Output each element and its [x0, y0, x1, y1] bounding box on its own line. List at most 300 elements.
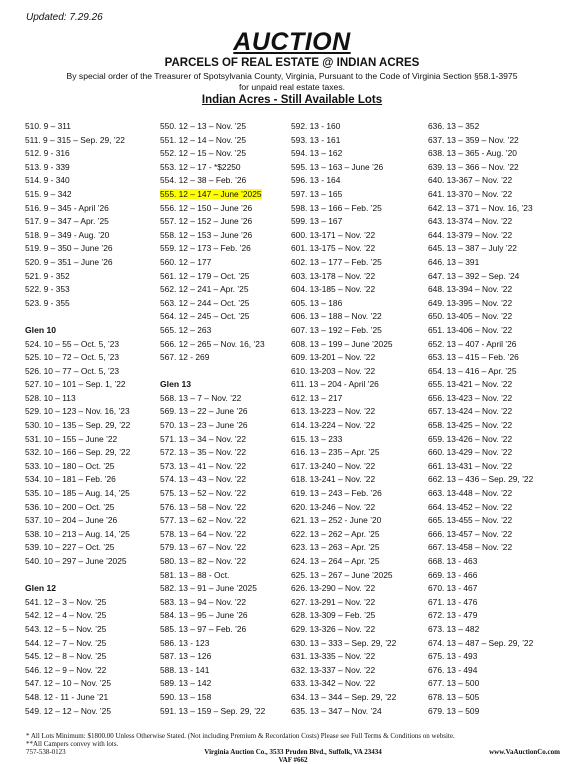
lot-item — [25, 270, 130, 284]
lot-item — [291, 188, 396, 202]
lot-item — [291, 134, 396, 148]
lot-item-text: 674. 13 – 487 – Sep. 29, ’22 — [428, 637, 534, 648]
lot-item — [428, 147, 533, 161]
lot-item — [25, 677, 130, 691]
lot-item — [160, 623, 265, 637]
lot-item-text: 637. 13 – 359 – Nov. ’22 — [428, 134, 519, 145]
lot-item — [428, 270, 533, 284]
lot-item-text: 566. 12 – 265 – Nov. 16, ’23 — [160, 338, 265, 349]
lot-item — [25, 473, 130, 487]
lot-item — [291, 378, 396, 392]
lot-item — [160, 460, 265, 474]
lot-item-text: 529. 10 – 123 – Nov. 16, ’23 — [25, 406, 130, 417]
lot-item — [25, 637, 130, 651]
lot-item — [428, 392, 533, 406]
lot-item — [160, 555, 265, 569]
lot-item — [160, 446, 265, 460]
lot-item-text: 629. 13-326 – Nov. ’22 — [291, 623, 376, 634]
lot-item — [25, 405, 130, 419]
lot-item-text: 607. 13 – 192 – Feb. ’25 — [291, 324, 382, 335]
lot-item — [291, 310, 396, 324]
lot-item-text: 670. 13 - 467 — [428, 583, 478, 594]
lot-item-text: 624. 13 – 264 – Apr. ’25 — [291, 556, 380, 566]
lot-item — [428, 134, 533, 148]
lot-item-text: 604. 13-185 – Nov. ’22 — [291, 284, 376, 295]
page-title: AUCTION — [233, 28, 351, 56]
lot-item-text: 635. 13 – 347 – Nov. ’24 — [291, 705, 382, 716]
lot-item — [428, 528, 533, 542]
lot-item — [160, 705, 265, 719]
lot-item-text: 589. 13 – 142 — [160, 678, 212, 689]
lot-item-text: 575. 13 – 52 – Nov. ’22 — [160, 488, 246, 499]
lot-item-text: 625. 13 – 267 – June ’2025 — [291, 569, 393, 580]
lot-item-text: 668. 13 - 463 — [428, 556, 478, 566]
lot-item — [291, 351, 396, 365]
lot-item — [291, 582, 396, 596]
lot-item-text: 636. 13 – 352 — [428, 121, 480, 131]
lot-item — [25, 664, 130, 678]
lot-item-text: 654. 13 – 416 – Apr. ’25 — [428, 365, 517, 376]
lot-item-text: 527. 10 – 101 – Sep. 1, ’22 — [25, 379, 126, 390]
lot-item-text: 525. 10 – 72 – Oct. 5, ’23 — [25, 352, 120, 363]
lot-item — [25, 528, 130, 542]
lot-item — [291, 677, 396, 691]
lot-item — [25, 555, 130, 569]
lot-item — [291, 664, 396, 678]
lot-item-text: 548. 12 - 11 - June ’21 — [25, 691, 109, 702]
lot-item — [428, 174, 533, 188]
footer-note-minimum: * All Lots Minimum: $1800.00 Unless Otherwise Stated. (Not including Premium & Recordation Costs) Please see Full Terms & Conditions on website. — [26, 732, 455, 740]
lot-item — [428, 541, 533, 555]
lot-item-text: 536. 10 – 200 – Oct. ’25 — [25, 501, 115, 512]
lot-item-text: 632. 13-337 – Nov. ’22 — [291, 664, 376, 675]
lot-item-text: 512. 9 - 316 — [25, 148, 70, 159]
lot-item-text: 557. 12 – 152 – June ’26 — [160, 216, 253, 227]
lot-item — [428, 433, 533, 447]
group-heading — [25, 324, 130, 338]
lot-item — [291, 242, 396, 256]
lot-item-text: 591. 13 – 159 – Sep. 29, ’22 — [160, 705, 266, 716]
lot-item — [291, 555, 396, 569]
lot-column-4 — [428, 120, 533, 718]
lot-item — [428, 555, 533, 569]
lot-item-text: 657. 13-424 – Nov. ’22 — [428, 406, 513, 417]
order-text — [0, 71, 584, 92]
lot-item-text: 570. 13 – 23 – June ’26 — [160, 420, 248, 431]
lot-item-text: 643. 13-374 – Nov. ’22 — [428, 216, 513, 227]
lot-item-text: 550. 12 – 13 – Nov. ’25 — [160, 121, 246, 131]
lot-item-text: 627. 13-291 – Nov. ’22 — [291, 596, 376, 607]
lot-item-text: 597. 13 – 165 — [291, 188, 343, 199]
lot-item — [428, 582, 533, 596]
group-heading — [160, 378, 265, 392]
lot-item-text: 530. 10 – 135 – Sep. 29, ’22 — [25, 420, 131, 431]
lot-item-text: 666. 13-457 – Nov. ’22 — [428, 528, 513, 539]
lot-item-text: 656. 13-423 – Nov. ’22 — [428, 392, 513, 403]
lot-item — [160, 215, 265, 229]
lot-item — [291, 596, 396, 610]
lot-item-text: 568. 13 – 7 – Nov. ’22 — [160, 392, 242, 403]
lot-item-text: 602. 13 – 177 – Feb. ’25 — [291, 256, 382, 267]
lot-item — [160, 256, 265, 270]
lot-item-text: 615. 13 – 233 — [291, 433, 343, 444]
lot-item — [160, 120, 265, 134]
lot-item-text: 531. 10 – 155 – June ’22 — [25, 433, 118, 444]
lot-item-text: 608. 13 – 199 – June ’2025 — [291, 338, 393, 349]
lot-item — [428, 569, 533, 583]
lot-item — [160, 569, 265, 583]
lot-item — [291, 392, 396, 406]
lot-item-text: 631. 13-335 – Nov. ’22 — [291, 651, 376, 662]
lot-item-text: 533. 10 – 180 – Oct. ’25 — [25, 460, 115, 471]
lot-item — [160, 677, 265, 691]
footer-company — [26, 748, 560, 764]
lot-item-text: 622. 13 – 262 – Apr. ’25 — [291, 528, 380, 539]
lot-item — [25, 256, 130, 270]
lot-item — [428, 623, 533, 637]
lot-item — [428, 229, 533, 243]
lot-item-text: 520. 9 – 351 – June ’26 — [25, 256, 113, 267]
lot-item-text: 563. 12 – 244 – Oct. ’25 — [160, 297, 250, 308]
lot-item-text: 646. 13 – 391 — [428, 256, 480, 267]
lot-item — [25, 691, 130, 705]
lot-item-text: 606. 13 – 188 – Nov. ’22 — [291, 311, 382, 322]
lot-item — [428, 446, 533, 460]
lot-item — [160, 514, 265, 528]
lot-item — [291, 501, 396, 515]
lot-item — [160, 405, 265, 419]
lot-item-text: 679. 13 – 509 — [428, 705, 480, 716]
footer-note-campers: **All Campers convey with lots. — [26, 740, 119, 748]
lot-item-text: 516. 9 – 345 - April ’26 — [25, 202, 109, 213]
order-line-1: By special order of the Treasurer of Spotsylvania County, Virginia, Pursuant to the Code of Virginia Section §58.1-3975 — [66, 71, 518, 81]
lot-item-text: 653. 13 – 415 – Feb. ’26 — [428, 352, 519, 363]
lot-item — [25, 433, 130, 447]
lot-item — [428, 365, 533, 379]
group-heading-text: Glen 10 — [25, 324, 57, 335]
lot-item — [428, 324, 533, 338]
lot-item-text: 574. 13 – 43 – Nov. ’22 — [160, 474, 246, 485]
lot-item-text: 610. 13-203 – Nov. ’22 — [291, 365, 376, 376]
lot-item-text: 647. 13 – 392 – Sep. ’24 — [428, 270, 520, 281]
lot-item — [291, 473, 396, 487]
lot-item — [291, 528, 396, 542]
lot-item — [291, 270, 396, 284]
lot-item-text: 644. 13-379 – Nov. ’22 — [428, 229, 513, 240]
lot-item — [25, 487, 130, 501]
lot-item-text: 553. 12 – 17 - *$2250 — [160, 161, 241, 172]
lot-item — [428, 161, 533, 175]
lot-item — [160, 188, 265, 202]
lot-item-text: 538. 10 – 213 – Aug. 14, ’25 — [25, 528, 130, 539]
lot-item-text: 598. 13 – 166 – Feb. ’25 — [291, 202, 382, 213]
lot-item-text: 523. 9 - 355 — [25, 297, 70, 308]
lot-item — [428, 691, 533, 705]
lot-item-text: 651. 13-406 – Nov. ’22 — [428, 324, 513, 335]
lot-item — [291, 487, 396, 501]
lot-item-text: 650. 13-405 – Nov. ’22 — [428, 311, 513, 322]
lot-item — [25, 147, 130, 161]
lot-item-text: 578. 13 – 64 – Nov. ’22 — [160, 528, 246, 539]
lot-item-text: 672. 13 - 479 — [428, 610, 478, 621]
lot-item — [428, 202, 533, 216]
lot-item — [160, 270, 265, 284]
lot-item-text: 640. 13-367 – Nov. ’22 — [428, 175, 513, 186]
lot-item-text: 659. 13-426 – Nov. ’22 — [428, 433, 513, 444]
lot-item-text: 596. 13 - 164 — [291, 175, 341, 186]
lot-item — [291, 460, 396, 474]
lot-item-text: 544. 12 – 7 – Nov. ’25 — [25, 637, 107, 648]
lot-item — [291, 569, 396, 583]
lot-item-text: 582. 13 – 91 – June ’2025 — [160, 583, 257, 594]
lot-item-text: 537. 10 – 204 – June ’26 — [25, 515, 118, 526]
lot-item-text: 641. 13-370 – Nov. ’22 — [428, 188, 513, 199]
lot-item-text: 626. 13-290 – Nov. ’22 — [291, 583, 376, 594]
group-heading-text: Glen 12 — [25, 583, 57, 594]
lot-item-text: 618. 13-241 – Nov. ’22 — [291, 474, 376, 485]
lot-item — [291, 202, 396, 216]
lot-item — [160, 596, 265, 610]
lot-item-text: 609. 13-201 – Nov. ’22 — [291, 352, 376, 363]
lot-item-text: 662. 13 – 436 – Sep. 29, ’22 — [428, 474, 534, 485]
lot-item — [160, 541, 265, 555]
lot-item-text: 519. 9 – 350 – June ’26 — [25, 243, 113, 254]
lot-item — [291, 446, 396, 460]
lot-item — [160, 229, 265, 243]
lot-item-text: 541. 12 – 3 – Nov. ’25 — [25, 596, 107, 607]
lot-item — [291, 161, 396, 175]
lot-item — [160, 664, 265, 678]
lot-item — [25, 202, 130, 216]
lot-item-text: 517. 9 – 347 – Apr. ’25 — [25, 216, 109, 227]
lot-item-text: 623. 13 – 263 – Apr. ’25 — [291, 542, 380, 553]
lot-item — [160, 637, 265, 651]
lot-item-text: 581. 13 – 88 - Oct. — [160, 569, 230, 580]
lot-item-text: 648. 13-394 – Nov. ’22 — [428, 284, 513, 295]
lot-item — [160, 242, 265, 256]
lot-item — [25, 623, 130, 637]
lot-item — [291, 120, 396, 134]
lot-item-text: 561. 12 – 179 – Oct. ’25 — [160, 270, 250, 281]
lot-item — [291, 297, 396, 311]
lot-item — [25, 283, 130, 297]
lot-item — [25, 365, 130, 379]
lot-item-text: 532. 10 – 166 – Sep. 29, ’22 — [25, 447, 131, 458]
lot-item — [160, 650, 265, 664]
lot-item — [291, 705, 396, 719]
lot-column-1 — [25, 120, 130, 718]
lot-item — [291, 324, 396, 338]
lot-item-text: 540. 10 – 297 – June ’2025 — [25, 556, 127, 566]
lot-item — [160, 134, 265, 148]
lot-item — [428, 677, 533, 691]
lot-item-text: 583. 13 – 94 – Nov. ’22 — [160, 596, 246, 607]
lot-item-text: 545. 12 – 8 – Nov. ’25 — [25, 651, 107, 662]
lot-item-text: 576. 13 – 58 – Nov. ’22 — [160, 501, 246, 512]
lot-item-text: 549. 12 – 12 – Nov. ’25 — [25, 705, 111, 716]
lot-item — [291, 514, 396, 528]
lot-item-text: 586. 13 - 123 — [160, 637, 210, 648]
lot-item — [25, 174, 130, 188]
lot-item — [160, 392, 265, 406]
lot-item-text: 515. 9 – 342 — [25, 188, 72, 199]
lot-item-text: 616. 13 – 235 – Apr. ’25 — [291, 447, 380, 458]
lot-item — [25, 134, 130, 148]
updated-date: Updated: 7.29.26 — [26, 12, 103, 23]
lot-item — [160, 338, 265, 352]
lot-item — [25, 705, 130, 719]
lot-item — [25, 338, 130, 352]
lot-item — [291, 256, 396, 270]
footer-website[interactable]: www.VaAuctionCo.com — [489, 748, 560, 756]
lot-item — [25, 419, 130, 433]
lot-item — [291, 215, 396, 229]
lot-item-text: 526. 10 – 77 – Oct. 5, ’23 — [25, 365, 120, 376]
lot-item-text: 539. 10 – 227 – Oct. ’25 — [25, 542, 115, 553]
lot-item-text: 554. 12 – 38 – Feb. ’26 — [160, 175, 247, 186]
lot-item-text: 556. 12 – 150 – June ’26 — [160, 202, 253, 213]
lot-item — [25, 460, 130, 474]
lot-item — [160, 528, 265, 542]
lot-item — [428, 188, 533, 202]
lot-item-text: 593. 13 - 161 — [291, 134, 341, 145]
lot-item-text: 612. 13 – 217 — [291, 392, 343, 403]
lot-item-text: 658. 13-425 – Nov. ’22 — [428, 420, 513, 431]
lot-item — [160, 174, 265, 188]
lot-column-2 — [160, 120, 265, 718]
group-heading — [25, 582, 130, 596]
lot-item-text: 587. 13 – 126 — [160, 651, 212, 662]
spacer — [25, 569, 130, 583]
lot-item — [160, 324, 265, 338]
lot-item-text: 671. 13 - 476 — [428, 596, 478, 607]
lot-column-3 — [291, 120, 396, 718]
lot-item — [291, 419, 396, 433]
lot-item-text: 535. 10 – 185 – Aug. 14, ’25 — [25, 488, 130, 499]
lot-item — [428, 242, 533, 256]
lot-item-text: 579. 13 – 67 – Nov. ’22 — [160, 542, 246, 553]
lot-item-text: 675. 13 - 493 — [428, 651, 478, 662]
lot-item — [25, 351, 130, 365]
lot-item-text: 633. 13-342 – Nov. ’22 — [291, 678, 376, 689]
lot-item — [291, 174, 396, 188]
lot-item — [160, 473, 265, 487]
lot-item — [428, 609, 533, 623]
lot-item — [160, 283, 265, 297]
lot-item-text: 577. 13 – 62 – Nov. ’22 — [160, 515, 246, 526]
lot-item — [160, 691, 265, 705]
lot-item-text: 572. 13 – 35 – Nov. ’22 — [160, 447, 246, 458]
lot-item — [25, 392, 130, 406]
lot-item — [291, 283, 396, 297]
lot-item — [25, 297, 130, 311]
footer-license: VAF #662 — [278, 756, 308, 764]
lot-item-text: 676. 13 - 494 — [428, 664, 478, 675]
lot-item — [428, 473, 533, 487]
lot-item-text: 528. 10 – 113 — [25, 392, 76, 403]
lot-item — [291, 609, 396, 623]
lot-item-text: 600. 13-171 – Nov. ’22 — [291, 229, 376, 240]
lot-item — [160, 310, 265, 324]
lot-item — [291, 637, 396, 651]
lot-item-text: 569. 13 – 22 – June ’26 — [160, 406, 248, 417]
lot-item — [25, 229, 130, 243]
lot-item-text: 534. 10 – 181 – Feb. ’26 — [25, 474, 116, 485]
lot-item-text: 522. 9 - 353 — [25, 284, 70, 295]
lot-item-text: 642. 13 – 371 – Nov. 16, ’23 — [428, 202, 533, 213]
lot-item-text: 585. 13 – 97 – Feb. ’26 — [160, 623, 247, 634]
lot-item-text: 605. 13 – 186 — [291, 297, 343, 308]
group-heading-text: Glen 13 — [160, 379, 192, 390]
lot-item-text: 592. 13 - 160 — [291, 121, 341, 131]
lot-item — [428, 310, 533, 324]
footer-company-address: Virginia Auction Co., 3533 Pruden Blvd., Suffolk, VA 23434 — [204, 748, 382, 756]
lot-item-text: 567. 12 - 269 — [160, 352, 210, 363]
lot-item-text: 542. 12 – 4 – Nov. ’25 — [25, 610, 107, 621]
lot-item — [428, 378, 533, 392]
lot-item — [291, 229, 396, 243]
lot-item-text: 639. 13 – 366 – Nov. ’22 — [428, 161, 519, 172]
lot-item-text: 619. 13 – 243 – Feb. ’26 — [291, 488, 382, 499]
lot-item-text: 617. 13-240 – Nov. ’22 — [291, 460, 376, 471]
lot-item-text: 524. 10 – 55 – Oct. 5, ’23 — [25, 338, 120, 349]
lot-item — [291, 650, 396, 664]
lot-item — [25, 378, 130, 392]
lot-item — [428, 460, 533, 474]
lot-item-text: 603. 13-178 – Nov. ’22 — [291, 270, 376, 281]
spacer — [25, 310, 130, 324]
lot-item-text: 620. 13-246 – Nov. ’22 — [291, 501, 376, 512]
lot-item-text: 558. 12 – 153 – June ’26 — [160, 229, 253, 240]
lot-item — [25, 242, 130, 256]
lot-item — [25, 650, 130, 664]
footer-phone: 757-538-0123 — [26, 748, 66, 756]
lot-item — [160, 501, 265, 515]
lot-item — [428, 283, 533, 297]
lot-item — [160, 582, 265, 596]
lot-item-text: 621. 13 – 252 - June ’20 — [291, 515, 382, 526]
lot-item-text: 613. 13-223 – Nov. ’22 — [291, 406, 376, 417]
lot-item-text: 669. 13 - 466 — [428, 569, 478, 580]
lot-item-text: 565. 12 – 263 — [160, 324, 212, 335]
spacer — [160, 365, 265, 379]
order-line-2: for unpaid real estate taxes. — [238, 81, 346, 92]
lot-item — [25, 161, 130, 175]
lot-item-text: 543. 12 – 5 – Nov. ’25 — [25, 623, 107, 634]
lot-item-text: 660. 13-429 – Nov. ’22 — [428, 447, 513, 458]
lot-item — [25, 609, 130, 623]
lot-item — [291, 623, 396, 637]
lot-item-text: 584. 13 – 95 – June ’26 — [160, 610, 248, 621]
lot-item — [428, 405, 533, 419]
lot-item — [160, 419, 265, 433]
lot-item-text: 594. 13 – 162 — [291, 148, 343, 159]
lot-item — [160, 487, 265, 501]
lot-item — [428, 637, 533, 651]
lot-item — [25, 596, 130, 610]
lot-item-text: 673. 13 – 482 — [428, 623, 480, 634]
lot-item-text: 590. 13 – 158 — [160, 691, 212, 702]
lot-item — [291, 147, 396, 161]
lot-item-text: 634. 13 – 344 – Sep. 29, ’22 — [291, 691, 397, 702]
lot-item — [160, 202, 265, 216]
lot-item — [428, 338, 533, 352]
lot-item — [428, 650, 533, 664]
lot-item-text: 630. 13 – 333 – Sep. 29, ’22 — [291, 637, 397, 648]
lot-item-text: 564. 12 – 245 – Oct. ’25 — [160, 311, 250, 322]
lot-item — [428, 487, 533, 501]
lot-item-text: 638. 13 – 365 - Aug. ’20 — [428, 148, 517, 159]
